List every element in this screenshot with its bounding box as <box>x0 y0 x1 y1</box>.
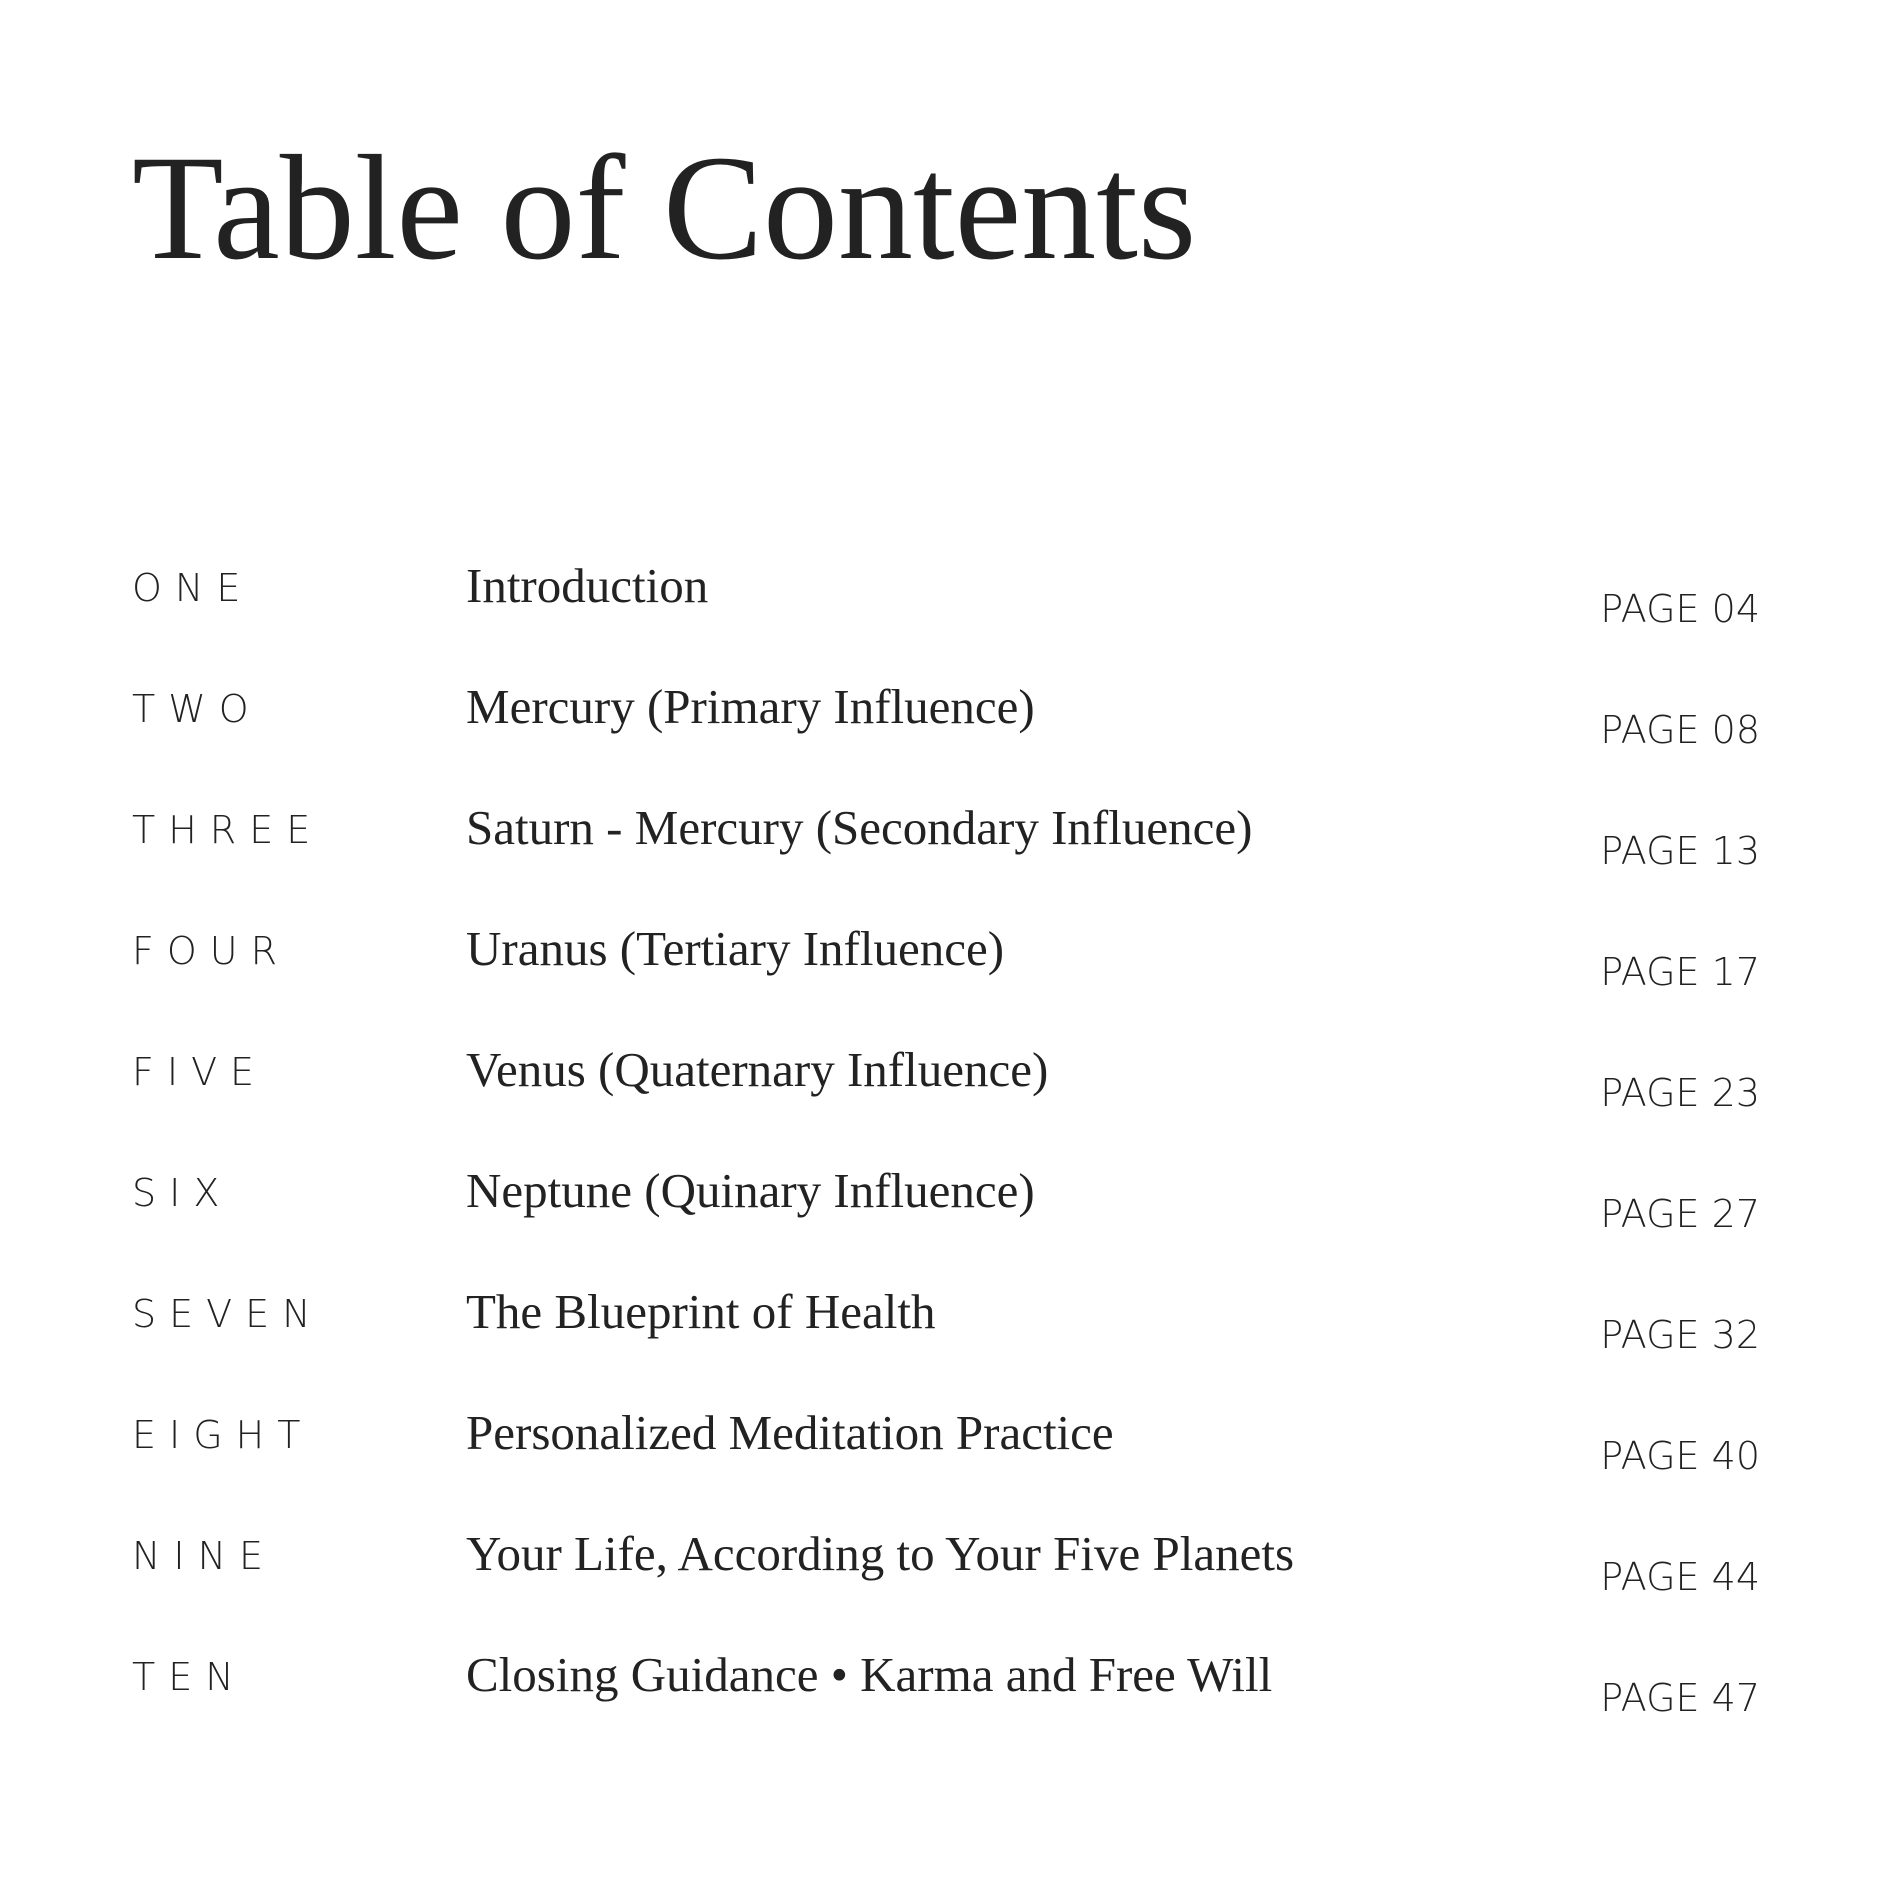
page-reference: PAGE 08 <box>1600 708 1760 752</box>
toc-entry[interactable] <box>0 1161 1900 1282</box>
chapter-title: Saturn - Mercury (Secondary Influence) <box>466 800 1253 855</box>
page-reference: PAGE 40 <box>1600 1434 1760 1478</box>
chapter-title: Your Life, According to Your Five Planets <box>466 1526 1295 1581</box>
toc-entry[interactable] <box>0 798 1900 919</box>
toc-entry[interactable] <box>0 919 1900 1040</box>
chapter-title: Mercury (Primary Influence) <box>466 679 1035 734</box>
page-reference: PAGE 44 <box>1600 1555 1760 1599</box>
chapter-title: Venus (Quaternary Influence) <box>466 1042 1049 1097</box>
chapter-number: EIGHT <box>132 1413 314 1457</box>
chapter-number: THREE <box>132 808 324 852</box>
chapter-number: FOUR <box>132 929 290 973</box>
chapter-title: Introduction <box>466 558 709 613</box>
toc-entry[interactable] <box>0 556 1900 677</box>
toc-entry[interactable] <box>0 1403 1900 1524</box>
chapter-title: The Blueprint of Health <box>466 1284 936 1339</box>
chapter-number: SEVEN <box>132 1292 324 1336</box>
page-reference: PAGE 17 <box>1600 950 1760 994</box>
chapter-title: Neptune (Quinary Influence) <box>466 1163 1035 1218</box>
chapter-title: Closing Guidance • Karma and Free Will <box>466 1647 1273 1702</box>
chapter-title: Personalized Meditation Practice <box>466 1405 1114 1460</box>
chapter-number: SIX <box>132 1171 233 1215</box>
chapter-number: ONE <box>132 566 254 610</box>
toc-entry[interactable] <box>0 1645 1900 1766</box>
chapter-number: TWO <box>132 687 262 731</box>
page-reference: PAGE 13 <box>1600 829 1760 873</box>
chapter-title: Uranus (Tertiary Influence) <box>466 921 1005 976</box>
page-reference: PAGE 32 <box>1600 1313 1760 1357</box>
chapter-number: TEN <box>132 1655 247 1699</box>
page-reference: PAGE 04 <box>1600 587 1760 631</box>
page-title: Table of Contents <box>132 125 1197 291</box>
toc-entry[interactable] <box>0 677 1900 798</box>
toc-entry[interactable] <box>0 1524 1900 1645</box>
page-reference: PAGE 47 <box>1600 1676 1760 1720</box>
chapter-number: NINE <box>132 1534 277 1578</box>
toc-list <box>0 556 1900 1766</box>
page-reference: PAGE 27 <box>1600 1192 1760 1236</box>
chapter-number: FIVE <box>132 1050 268 1094</box>
page-reference: PAGE 23 <box>1600 1071 1760 1115</box>
toc-entry[interactable] <box>0 1282 1900 1403</box>
toc-entry[interactable] <box>0 1040 1900 1161</box>
